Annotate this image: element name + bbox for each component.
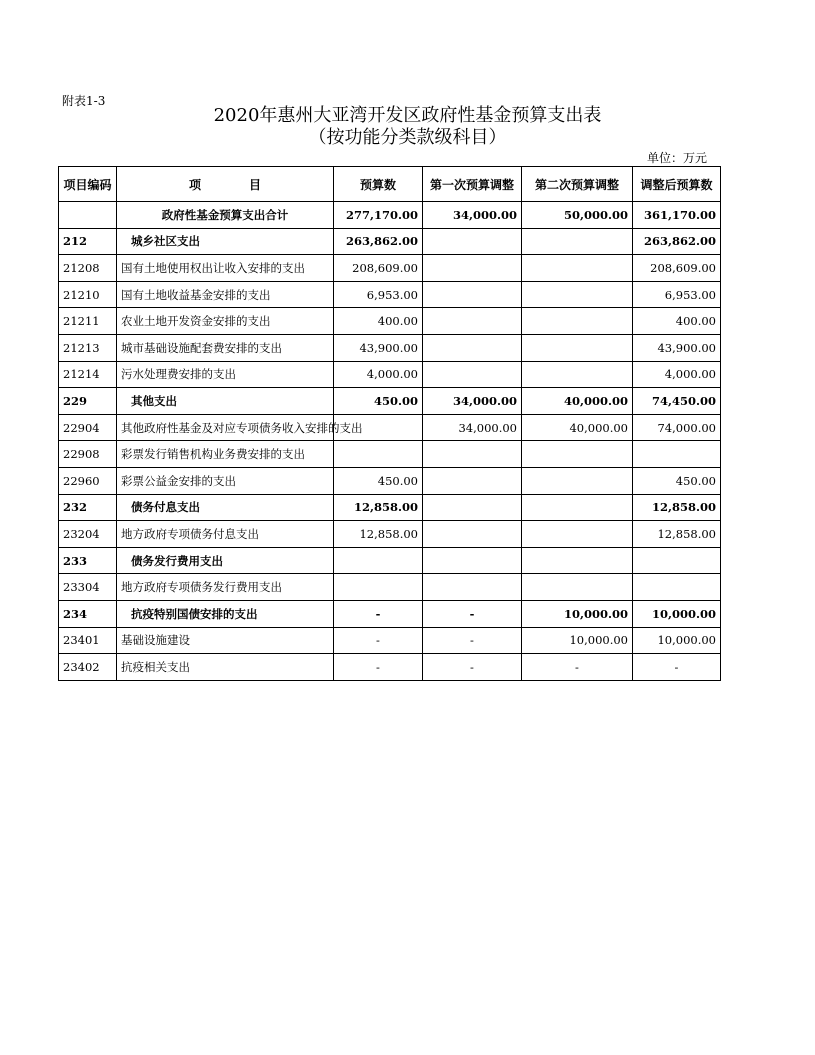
cell-budget: - (334, 627, 423, 654)
cell-adjustment-1 (423, 547, 522, 574)
cell-final-budget: 12,858.00 (633, 494, 721, 521)
cell-adjustment-2 (522, 547, 633, 574)
table-row (59, 521, 721, 548)
cell-adjustment-1 (423, 255, 522, 282)
cell-budget: 208,609.00 (334, 255, 423, 282)
header-item: 项 目 (117, 167, 334, 202)
cell-budget (334, 441, 423, 468)
cell-adjustment-2: - (522, 654, 633, 681)
cell-code: 21211 (59, 308, 117, 335)
table-row (59, 627, 721, 654)
cell-adjustment-1 (423, 494, 522, 521)
cell-final-budget: - (633, 654, 721, 681)
cell-final-budget: 12,858.00 (633, 521, 721, 548)
cell-code: 23304 (59, 574, 117, 601)
cell-item-name: 地方政府专项债务发行费用支出 (117, 574, 334, 601)
cell-budget: 400.00 (334, 308, 423, 335)
cell-budget: - (334, 600, 423, 627)
cell-item-name: 债务付息支出 (117, 494, 334, 521)
cell-adjustment-1 (423, 308, 522, 335)
cell-budget: 6,953.00 (334, 281, 423, 308)
cell-adjustment-2 (522, 308, 633, 335)
cell-adjustment-1: 34,000.00 (423, 414, 522, 441)
cell-adjustment-1 (423, 574, 522, 601)
cell-budget (334, 574, 423, 601)
cell-final-budget: 10,000.00 (633, 600, 721, 627)
appendix-label: 附表1-3 (62, 94, 106, 108)
cell-adjustment-2 (522, 334, 633, 361)
cell-item-name: 城市基础设施配套费安排的支出 (117, 334, 334, 361)
cell-code: 23204 (59, 521, 117, 548)
cell-item-name: 债务发行费用支出 (117, 547, 334, 574)
cell-item-name: 彩票公益金安排的支出 (117, 467, 334, 494)
cell-code: 22960 (59, 467, 117, 494)
table-row (59, 255, 721, 282)
cell-budget: 450.00 (334, 388, 423, 415)
table-row (59, 334, 721, 361)
table-header-row (59, 167, 721, 202)
cell-final-budget: 74,000.00 (633, 414, 721, 441)
cell-adjustment-1 (423, 228, 522, 255)
table-row (59, 361, 721, 388)
cell-final-budget (633, 441, 721, 468)
cell-budget: 12,858.00 (334, 494, 423, 521)
table-row (59, 467, 721, 494)
page-subtitle: （按功能分类款级科目） (308, 127, 507, 148)
table-body (59, 202, 721, 681)
table-category-row (59, 388, 721, 415)
cell-final-budget (633, 574, 721, 601)
cell-item-name: 城乡社区支出 (117, 228, 334, 255)
cell-budget: 4,000.00 (334, 361, 423, 388)
cell-final-budget: 361,170.00 (633, 202, 721, 229)
header-adjustment-2: 第二次预算调整 (522, 167, 633, 202)
cell-adjustment-2 (522, 521, 633, 548)
cell-item-name: 国有土地收益基金安排的支出 (117, 281, 334, 308)
cell-item-name: 农业土地开发资金安排的支出 (117, 308, 334, 335)
cell-code: 23401 (59, 627, 117, 654)
header-adjustment-1: 第一次预算调整 (423, 167, 522, 202)
cell-code: 212 (59, 228, 117, 255)
cell-final-budget (633, 547, 721, 574)
cell-item-name: 抗疫特别国债安排的支出 (117, 600, 334, 627)
header-code: 项目编码 (59, 167, 117, 202)
page-title: 2020年惠州大亚湾开发区政府性基金预算支出表 (213, 105, 602, 126)
cell-code (59, 202, 117, 229)
cell-adjustment-1: - (423, 627, 522, 654)
cell-code: 22908 (59, 441, 117, 468)
cell-budget: 43,900.00 (334, 334, 423, 361)
cell-adjustment-1 (423, 441, 522, 468)
cell-adjustment-1: 34,000.00 (423, 388, 522, 415)
cell-adjustment-1 (423, 361, 522, 388)
cell-code: 21210 (59, 281, 117, 308)
cell-final-budget: 6,953.00 (633, 281, 721, 308)
cell-final-budget: 400.00 (633, 308, 721, 335)
table-row (59, 654, 721, 681)
cell-budget: 12,858.00 (334, 521, 423, 548)
cell-adjustment-2: 50,000.00 (522, 202, 633, 229)
cell-code: 21214 (59, 361, 117, 388)
cell-final-budget: 263,862.00 (633, 228, 721, 255)
table-total-row (59, 202, 721, 229)
cell-adjustment-1 (423, 281, 522, 308)
cell-final-budget: 4,000.00 (633, 361, 721, 388)
cell-adjustment-2: 10,000.00 (522, 600, 633, 627)
cell-adjustment-1: - (423, 654, 522, 681)
cell-code: 233 (59, 547, 117, 574)
cell-adjustment-2 (522, 574, 633, 601)
unit-label: 单位：万元 (646, 151, 707, 165)
cell-adjustment-2 (522, 361, 633, 388)
cell-item-name: 抗疫相关支出 (117, 654, 334, 681)
table-row (59, 281, 721, 308)
cell-budget (334, 547, 423, 574)
cell-code: 23402 (59, 654, 117, 681)
cell-adjustment-2 (522, 281, 633, 308)
cell-code: 229 (59, 388, 117, 415)
cell-item-name: 其他支出 (117, 388, 334, 415)
cell-code: 22904 (59, 414, 117, 441)
cell-adjustment-2: 40,000.00 (522, 388, 633, 415)
cell-budget: 450.00 (334, 467, 423, 494)
cell-item-name: 国有土地使用权出让收入安排的支出 (117, 255, 334, 282)
budget-table (58, 166, 721, 681)
cell-budget: 263,862.00 (334, 228, 423, 255)
cell-item-name: 彩票发行销售机构业务费安排的支出 (117, 441, 334, 468)
cell-adjustment-2 (522, 255, 633, 282)
cell-final-budget: 43,900.00 (633, 334, 721, 361)
cell-item-name: 基础设施建设 (117, 627, 334, 654)
cell-adjustment-2 (522, 441, 633, 468)
table-category-row (59, 228, 721, 255)
cell-adjustment-1 (423, 334, 522, 361)
cell-adjustment-1 (423, 521, 522, 548)
table-row (59, 441, 721, 468)
cell-item-name: 政府性基金预算支出合计 (117, 202, 334, 229)
cell-item-name: 其他政府性基金及对应专项债务收入安排的支出 (117, 414, 334, 441)
header-budget: 预算数 (334, 167, 423, 202)
cell-adjustment-2: 10,000.00 (522, 627, 633, 654)
cell-item-name: 地方政府专项债务付息支出 (117, 521, 334, 548)
cell-adjustment-1 (423, 467, 522, 494)
cell-adjustment-1: 34,000.00 (423, 202, 522, 229)
cell-budget: 277,170.00 (334, 202, 423, 229)
table-row (59, 414, 721, 441)
cell-budget: - (334, 654, 423, 681)
cell-item-name: 污水处理费安排的支出 (117, 361, 334, 388)
cell-code: 21208 (59, 255, 117, 282)
cell-code: 234 (59, 600, 117, 627)
cell-final-budget: 450.00 (633, 467, 721, 494)
cell-adjustment-2 (522, 494, 633, 521)
cell-code: 232 (59, 494, 117, 521)
table-category-row (59, 494, 721, 521)
cell-final-budget: 208,609.00 (633, 255, 721, 282)
cell-adjustment-2: 40,000.00 (522, 414, 633, 441)
table-category-row (59, 600, 721, 627)
header-final-budget: 调整后预算数 (633, 167, 721, 202)
cell-adjustment-2 (522, 467, 633, 494)
table-category-row (59, 547, 721, 574)
cell-adjustment-1: - (423, 600, 522, 627)
cell-final-budget: 10,000.00 (633, 627, 721, 654)
cell-adjustment-2 (522, 228, 633, 255)
table-row (59, 308, 721, 335)
cell-code: 21213 (59, 334, 117, 361)
table-row (59, 574, 721, 601)
cell-final-budget: 74,450.00 (633, 388, 721, 415)
